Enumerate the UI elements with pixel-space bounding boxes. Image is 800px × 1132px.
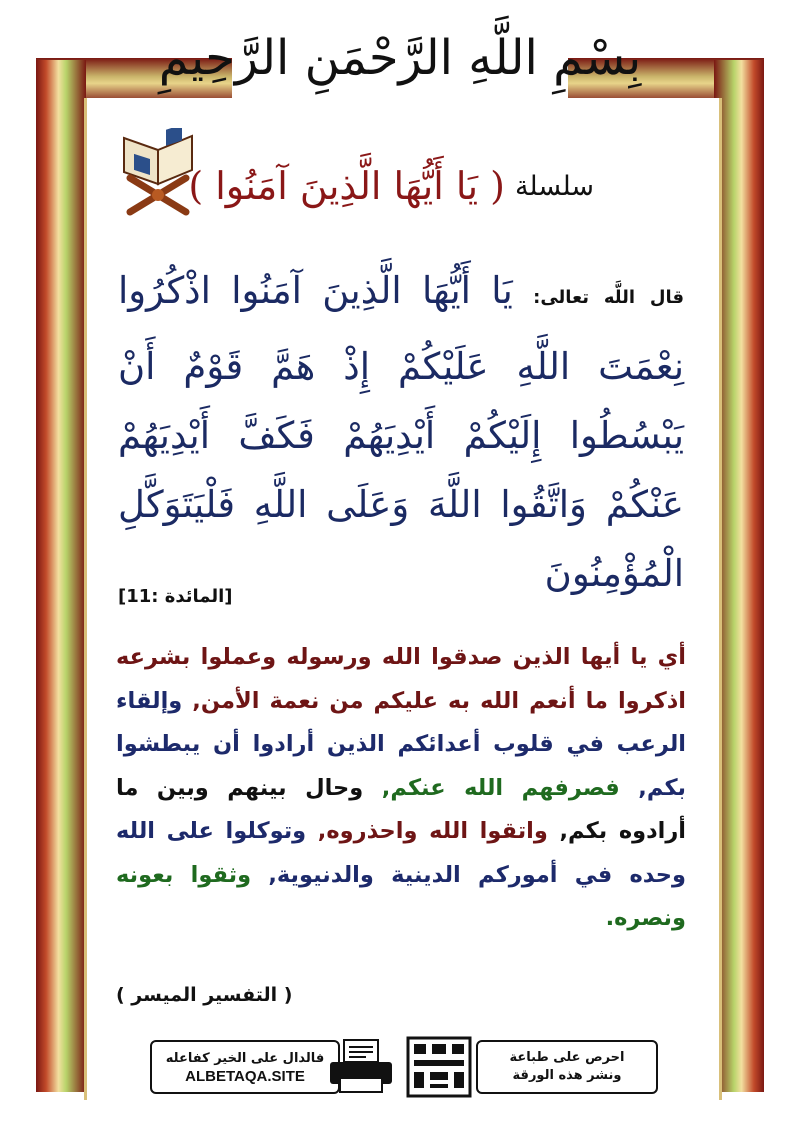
footer	[120, 1036, 680, 1100]
frame-left	[36, 60, 86, 1092]
tafsir-part-4: وحال بينهم وبين ما أرادوه بكم,	[116, 774, 687, 844]
verse-reference: [المائدة :11]	[118, 586, 233, 607]
verse-paragraph	[118, 256, 684, 608]
footer-print-line2: ونشر هذه الورقة	[512, 1068, 622, 1083]
series-title: ( يَا أَيُّهَا الَّذِينَ آمَنُوا )	[188, 164, 505, 208]
series-label: سلسلة	[514, 170, 594, 202]
logo-mark-icon	[406, 1036, 472, 1098]
tafsir-part-2: وإلقاء الرعب في قلوب أعدائكم الذين أرادوا أن يبطشوا بكم,	[116, 687, 686, 801]
printer-icon	[326, 1038, 396, 1096]
footer-left-box	[150, 1040, 340, 1094]
basmala-text: بِسْمِ اللَّهِ الرَّحْمَنِ الرَّحِيمِ	[158, 30, 642, 86]
footer-slogan: فالدال على الخير كفاعله	[165, 1050, 325, 1066]
series-heading	[188, 156, 594, 216]
tafsir-part-1: أي يا أيها الذين صدقوا الله ورسوله وعملوا بشرعه اذكروا ما أنعم الله به عليكم من نعمة الأمن,	[116, 644, 686, 714]
tafsir-part-6: وتوكلوا على الله وحده في أموركم الدينية والدنيوية,	[116, 818, 686, 888]
dawa-logo	[406, 1036, 472, 1098]
footer-right-box	[476, 1040, 658, 1094]
verse-block	[118, 256, 684, 608]
basmala-banner	[158, 6, 642, 110]
tafsir-part-7: وثقوا بعونه ونصره.	[116, 861, 686, 931]
verse-text: يَا أَيُّهَا الَّذِينَ آمَنُوا اذْكُرُوا نِعْمَتَ اللَّهِ عَلَيْكُمْ إِذْ هَمَّ قَوْمٌ أَنْ يَبْسُطُوا إِلَيْكُمْ أَيْدِيَهُمْ فَكَفَّ أَيْدِيَهُمْ عَنْكُمْ وَاتَّقُوا اللَّهَ وَعَلَى اللَّهِ فَلْيَتَوَكَّلِ الْمُؤْمِنُونَ	[118, 269, 684, 595]
tafsir-paragraph	[116, 636, 686, 941]
tafsir-part-5: واتقوا الله واحذروه,	[317, 818, 548, 844]
tafsir-source: ( التفسير الميسر )	[116, 984, 293, 1006]
footer-print-line1: احرص على طباعة	[509, 1050, 625, 1065]
footer-website[interactable]: ALBETAQA.SITE	[185, 1067, 305, 1085]
verse-intro: قال اللَّه تعالى:	[533, 287, 684, 308]
tafsir-part-3: فصرفهم الله عنكم,	[381, 774, 620, 801]
